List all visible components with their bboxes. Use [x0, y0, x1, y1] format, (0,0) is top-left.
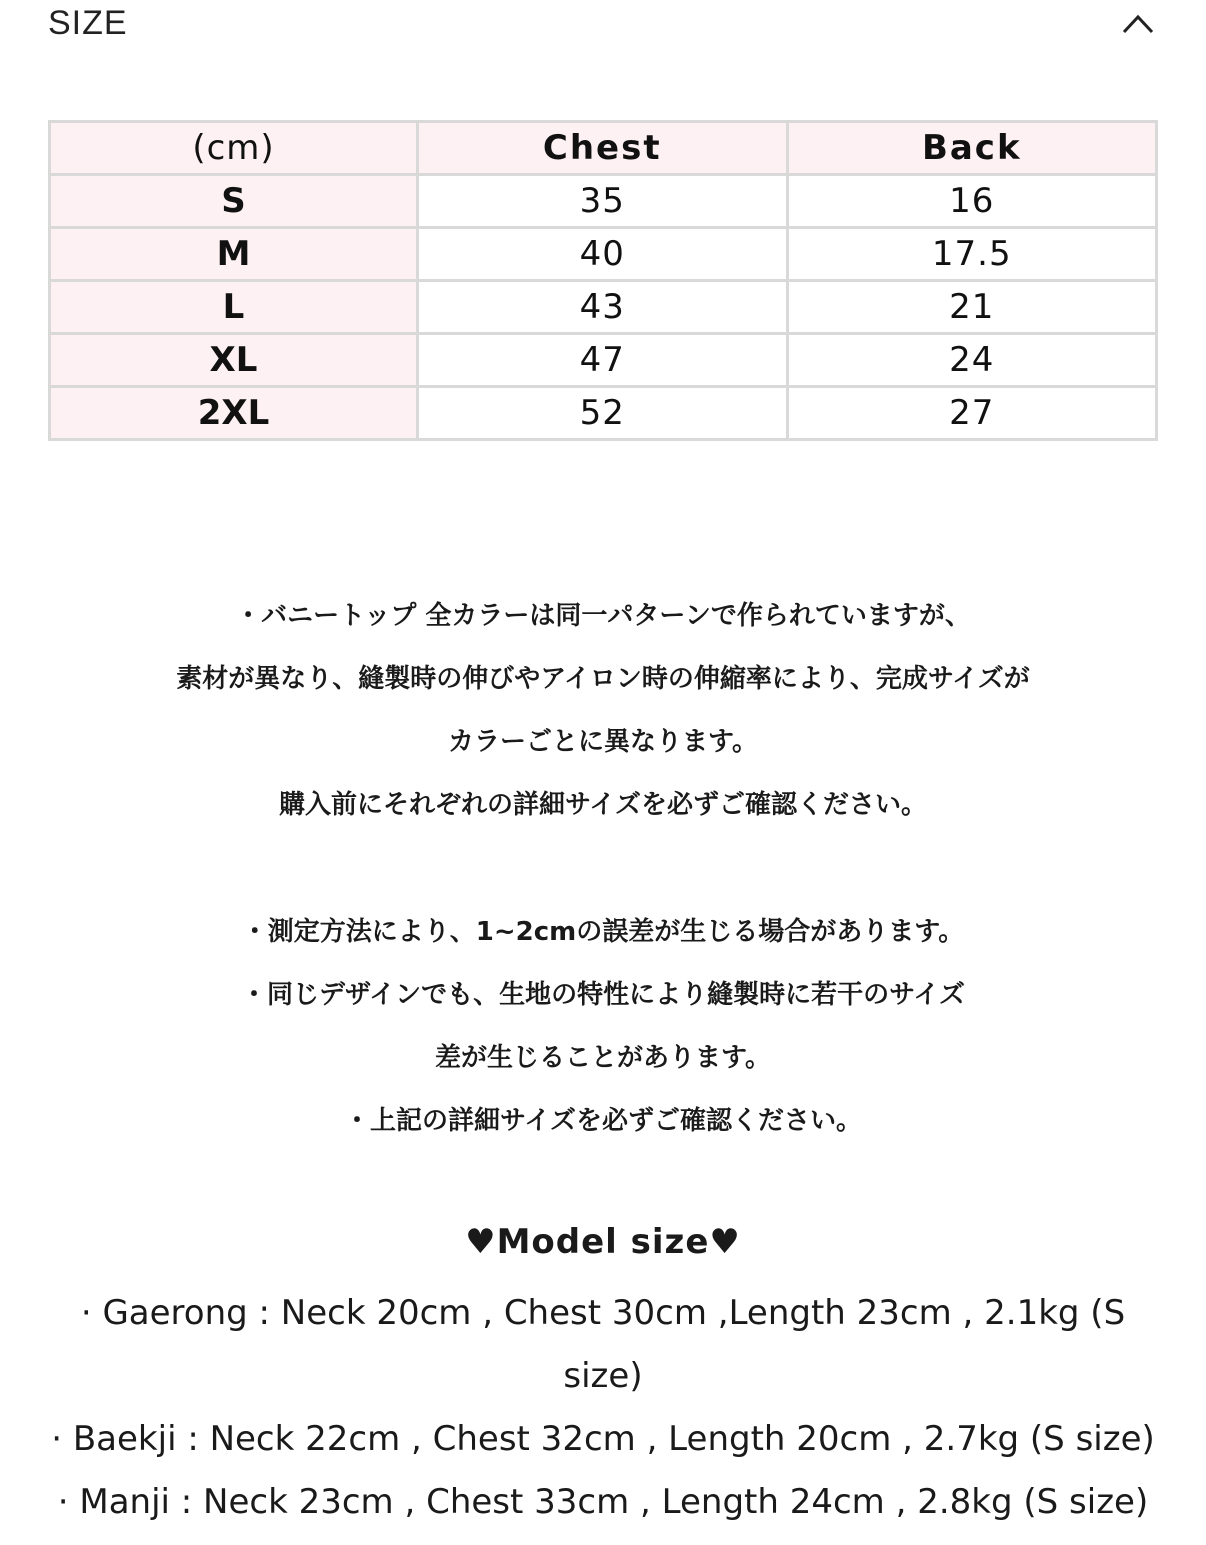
size-label: 2XL [50, 387, 418, 440]
back-value: 27 [787, 387, 1157, 440]
table-row [50, 175, 1157, 228]
note-line: 購入前にそれぞれの詳細サイズを必ずご確認ください。 [279, 790, 927, 820]
chest-header: Chest [418, 122, 788, 175]
size-section-header[interactable] [48, 0, 1158, 52]
chest-value: 40 [418, 228, 788, 281]
list-item: · Gaerong : Neck 20cm , Chest 30cm ,Length 23cm , 2.1kg (S size) [80, 1293, 1126, 1396]
back-value: 16 [787, 175, 1157, 228]
chest-value: 43 [418, 281, 788, 334]
model-size-title: ♥Model size♥ [465, 1222, 741, 1262]
chest-value: 35 [418, 175, 788, 228]
table-row [50, 387, 1157, 440]
color-variation-notes [48, 596, 1158, 848]
chest-value: 47 [418, 334, 788, 387]
note-line: 差が生じることがあります。 [435, 1043, 771, 1073]
chevron-up-icon[interactable] [1118, 0, 1158, 48]
table-row [50, 281, 1157, 334]
model-size-list [40, 1282, 1166, 1534]
size-label: M [50, 228, 418, 281]
note-line: 素材が異なり、縫製時の伸びやアイロン時の伸縮率により、完成サイズが [176, 664, 1030, 694]
table-header-row [50, 122, 1157, 175]
note-line: ・上記の詳細サイズを必ずご確認ください。 [344, 1106, 862, 1136]
note-line: ・同じデザインでも、生地の特性により縫製時に若干のサイズ [240, 980, 966, 1010]
list-item: · Baekji : Neck 22cm , Chest 32cm , Length 20cm , 2.7kg (S size) [51, 1419, 1155, 1459]
size-label: L [50, 281, 418, 334]
back-value: 24 [787, 334, 1157, 387]
chest-value: 52 [418, 387, 788, 440]
section-title: SIZE [48, 4, 128, 42]
table-row [50, 228, 1157, 281]
note-line: ・バニートップ 全カラーは同一パターンで作られていますが、 [235, 601, 971, 631]
note-line: カラーごとに異なります。 [448, 727, 758, 757]
back-header: Back [787, 122, 1157, 175]
unit-header: (cm) [50, 122, 418, 175]
measurement-notes [48, 912, 1158, 1164]
size-label: XL [50, 334, 418, 387]
list-item: · Manji : Neck 23cm , Chest 33cm , Length 24cm , 2.8kg (S size) [57, 1482, 1149, 1522]
note-line: ・測定方法により、1~2cmの誤差が生じる場合があります。 [241, 917, 965, 947]
size-table [48, 120, 1158, 441]
back-value: 21 [787, 281, 1157, 334]
size-label: S [50, 175, 418, 228]
table-row [50, 334, 1157, 387]
back-value: 17.5 [787, 228, 1157, 281]
